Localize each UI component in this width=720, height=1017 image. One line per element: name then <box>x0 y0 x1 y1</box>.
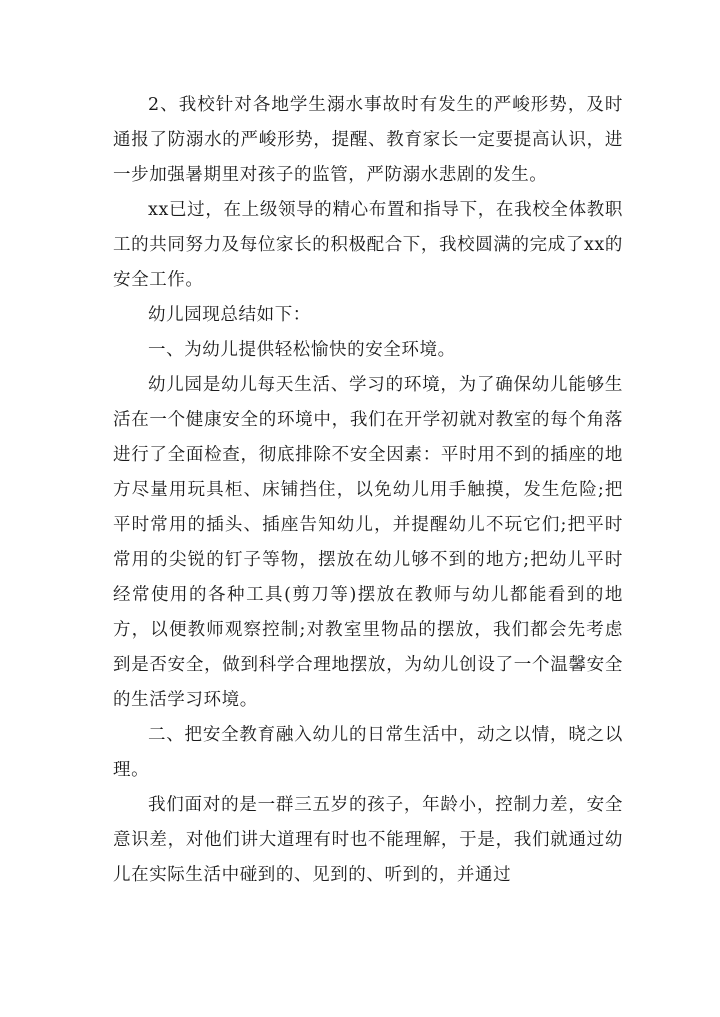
paragraph-environment-check: 幼儿园是幼儿每天生活、学习的环境，为了确保幼儿能够生活在一个健康安全的环境中，我们在开学初就对教室的每个角落进行了全面检查，彻底排除不安全因素：平时用不到的插座的地方尽量用玩具柜、床铺挡住，以免幼儿用手触摸，发生危险;把平时常用的插头、插座告知幼儿，并提醒幼儿不玩它们;把平时常用的尖锐的钉子等物，摆放在幼儿够不到的地方;把幼儿平时经常使用的各种工具(剪刀等)摆放在教师与幼儿都能看到的地方，以便教师观察控制;对教室里物品的摆放，我们都会先考虑到是否安全，做到科学合理地摆放，为幼儿创设了一个温馨安全的生活学习环境。 <box>113 375 623 710</box>
paragraph-summary-intro: 幼儿园现总结如下： <box>148 305 311 325</box>
paragraph-daily-education: 我们面对的是一群三五岁的孩子，年龄小，控制力差，安全意识差，对他们讲大道理有时也不能理解，于是，我们就通过幼儿在实际生活中碰到的、见到的、听到的，并通过 <box>113 795 623 885</box>
section-heading-one: 一、为幼儿提供轻松愉快的安全环境。 <box>148 340 456 360</box>
section-heading-two: 二、把安全教育融入幼儿的日常生活中，动之以情，晓之以理。 <box>113 725 623 780</box>
document-body <box>113 88 623 893</box>
paragraph-drowning-notice: 2、我校针对各地学生溺水事故时有发生的严峻形势，及时通报了防溺水的严峻形势，提醒、教育家长一定要提高认识，进一步加强暑期里对孩子的监管，严防溺水悲剧的发生。 <box>113 95 623 185</box>
paragraph-safety-work-completed: xx已过，在上级领导的精心布置和指导下，在我校全体教职工的共同努力及每位家长的积极配合下，我校圆满的完成了xx的安全工作。 <box>113 200 623 290</box>
